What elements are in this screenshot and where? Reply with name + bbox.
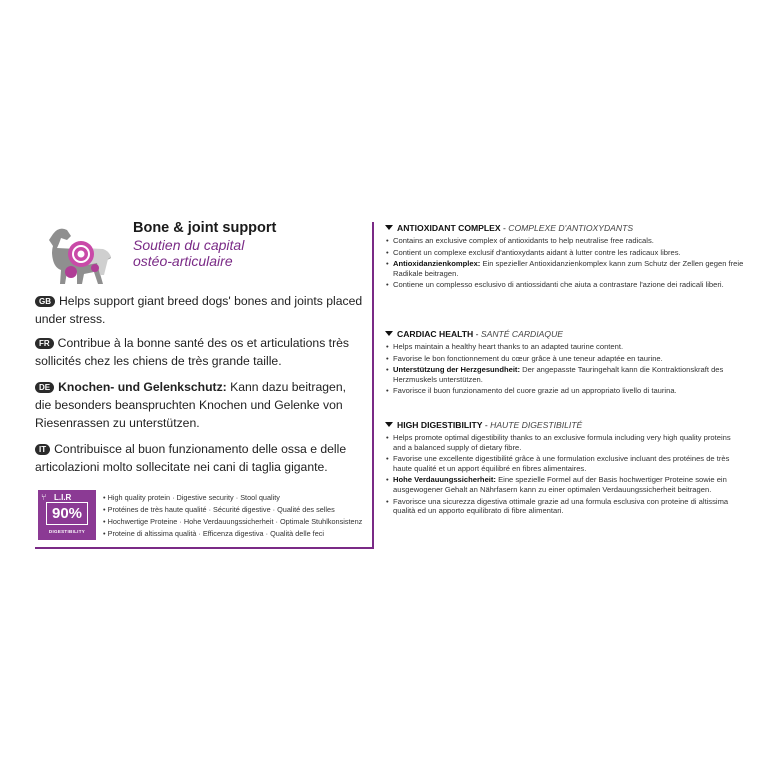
benefits-column bbox=[385, 214, 745, 549]
paragraph-text: Kann dazu beitragen, die besonders beanspruchten Knochen und Gelenke von Riesenrassen zu unterstützen. bbox=[35, 380, 346, 430]
bullet-text: Ein spezieller Antioxidanzienkomplex kann zum Schutz der Zellen gegen freie Radikale beitragen. bbox=[393, 259, 744, 278]
section-header: HIGH DIGESTIBILITY - HAUTE DIGESTIBILITÉ bbox=[385, 419, 745, 431]
bullet-item bbox=[385, 236, 745, 246]
bullet-item bbox=[385, 365, 745, 384]
paragraph-it bbox=[35, 440, 365, 476]
section-digestibility bbox=[385, 419, 745, 516]
bullet-item bbox=[385, 454, 745, 473]
bullet-item bbox=[385, 354, 745, 364]
section-antioxidant bbox=[385, 222, 745, 290]
bullet-text: Helps maintain a healthy heart thanks to an adapted taurine content. bbox=[393, 342, 624, 351]
badge-label-bottom: DIGESTIBILITY bbox=[48, 529, 86, 534]
section-header: CARDIAC HEALTH - SANTÉ CARDIAQUE bbox=[385, 328, 745, 340]
bullet-text: Favorise une excellente digestibilité grâce à une formulation exclusive incluant des protéines de très haute qualité et un apport équilibré en fibres alimentaires. bbox=[393, 454, 730, 473]
section-cardiac bbox=[385, 328, 745, 396]
paragraph-fr bbox=[35, 334, 365, 370]
section-title: CARDIAC HEALTH bbox=[397, 329, 474, 339]
bullet-text: Contient un complexe exclusif d'antioxydants aidant à lutter contre les radicaux libres. bbox=[393, 247, 681, 257]
lang-badge-it: IT bbox=[35, 444, 50, 455]
title-en: Bone & joint support bbox=[133, 220, 277, 236]
lang-badge-gb: GB bbox=[35, 296, 55, 307]
paragraph-text: Helps support giant breed dogs' bones and joints placed under stress. bbox=[35, 294, 363, 326]
bullet-item bbox=[385, 259, 745, 278]
bullet-text: Eine spezielle Formel auf der Basis hochwertiger Proteine sowie ein ausgewogener Gehalt an Nährfasern kann zu einer optimalen Verdauungssicherheit beitragen. bbox=[393, 475, 727, 494]
lang-badge-fr: FR bbox=[35, 338, 54, 349]
section-header: ANTIOXIDANT COMPLEX - COMPLEXE D'ANTIOXYDANTS bbox=[385, 222, 745, 234]
bottom-divider bbox=[35, 547, 374, 549]
digestibility-line: • Hochwertige Proteine · Hohe Verdauungssicherheit · Optimale Stuhlkonsistenz bbox=[103, 517, 363, 526]
bullet-item bbox=[385, 386, 745, 396]
digestibility-line: • Protéines de très haute qualité · Sécurité digestive · Qualité des selles bbox=[103, 505, 335, 514]
lang-badge-de: DE bbox=[35, 382, 54, 393]
paragraph-text: Contribuisce al buon funzionamento delle ossa e delle articolazioni molto sollecitate nei cani di taglia gigante. bbox=[35, 442, 347, 474]
title-fr-line1: Soutien du capital bbox=[133, 237, 245, 253]
section-title-fr: SANTÉ CARDIAQUE bbox=[480, 329, 564, 339]
dog-joint-icon bbox=[35, 218, 125, 288]
arrow-down-icon bbox=[385, 225, 393, 230]
bone-joint-column bbox=[35, 214, 365, 549]
bullet-bold: Hohe Verdauungssicherheit: bbox=[393, 475, 496, 485]
bullet-text: Contiene un complesso esclusivo di antiossidanti che aiuta a contrastare l'azione dei radicali liberi. bbox=[393, 280, 724, 290]
section-title: ANTIOXIDANT COMPLEX bbox=[397, 223, 501, 233]
header-titles bbox=[133, 220, 276, 269]
digestibility-list bbox=[103, 492, 365, 540]
title-fr-line2: ostéo-articulaire bbox=[133, 253, 233, 269]
bullet-item bbox=[385, 342, 745, 352]
arrow-down-icon bbox=[385, 422, 393, 427]
digestibility-badge bbox=[38, 490, 96, 540]
badge-value: 90% bbox=[46, 502, 88, 525]
bullet-bold: Antioxidanzienkomplex: bbox=[393, 259, 481, 269]
paragraph-gb bbox=[35, 292, 365, 328]
column-divider bbox=[372, 222, 374, 549]
section-title: HIGH DIGESTIBILITY bbox=[397, 420, 483, 430]
bullet-bold: Unterstützung der Herzgesundheit: bbox=[393, 365, 520, 375]
bullet-text: Favorise le bon fonctionnement du cœur grâce à une teneur adaptée en taurine. bbox=[393, 353, 663, 363]
bullet-text: Favorisce una sicurezza digestiva ottimale grazie ad una formula esclusiva con proteine di altissima qualità ed un apporto equilibrato di fibre alimentari. bbox=[393, 496, 729, 516]
section-title-fr: HAUTE DIGESTIBILITÉ bbox=[490, 420, 583, 430]
badge-label-top: L.I.R bbox=[54, 493, 72, 502]
digestibility-line: • High quality protein · Digestive security · Stool quality bbox=[103, 493, 280, 502]
product-info-panel bbox=[35, 214, 745, 549]
fork-icon: ⑂ bbox=[41, 492, 47, 502]
bullet-text: Favorisce il buon funzionamento del cuore grazie ad un appropriato livello di taurina. bbox=[393, 386, 677, 396]
paragraph-text: Contribue à la bonne santé des os et articulations très sollicités chez les chiens de très grande taille. bbox=[35, 336, 349, 368]
bullet-item bbox=[385, 280, 745, 290]
section-title-fr: COMPLEXE D'ANTIOXYDANTS bbox=[508, 223, 634, 233]
digestibility-line: • Proteine di altissima qualità · Efficenza digestiva · Qualità delle feci bbox=[103, 529, 325, 538]
paragraph-bold: Knochen- und Gelenkschutz: bbox=[58, 380, 227, 394]
bullet-item bbox=[385, 475, 745, 494]
bullet-text: Der angepasste Tauringehalt kann die Kontraktionskraft des Herzmuskels unterstützen. bbox=[393, 365, 724, 384]
bullet-text: Contains an exclusive complex of antioxidants to help neutralise free radicals. bbox=[393, 236, 654, 245]
bullet-item bbox=[385, 248, 745, 258]
paragraph-de bbox=[35, 378, 365, 432]
bullet-item bbox=[385, 497, 745, 516]
bullet-item bbox=[385, 433, 745, 452]
arrow-down-icon bbox=[385, 331, 393, 336]
bullet-text: Helps promote optimal digestibility thanks to an exclusive formula including very high quality proteins and a balanced supply of dietary fibre. bbox=[393, 433, 731, 452]
